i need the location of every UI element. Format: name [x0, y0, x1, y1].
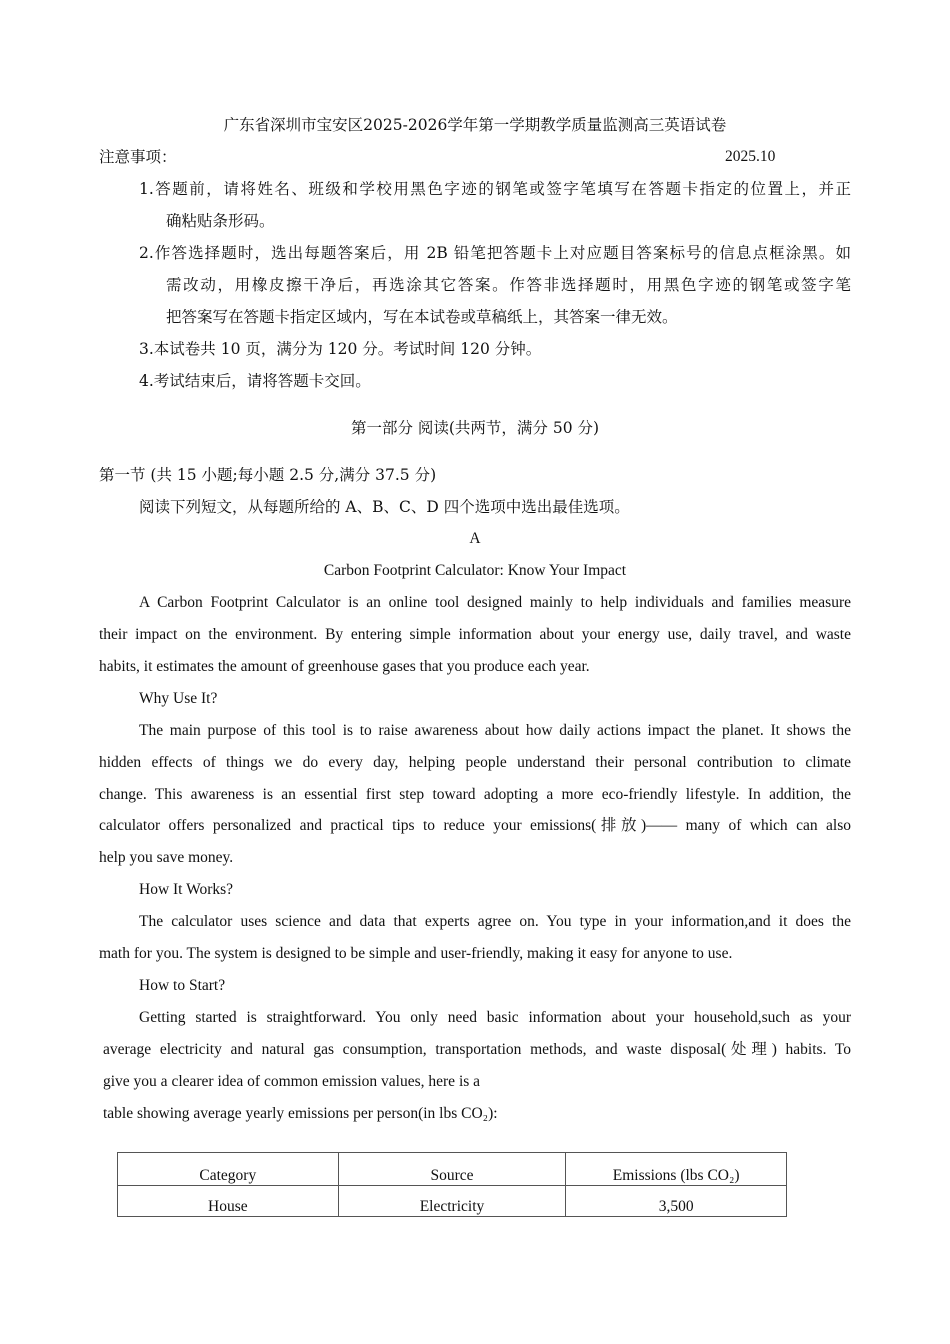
table-row: [118, 1186, 787, 1217]
notice-3: 3.本试卷共 10 页，满分为 120 分。考试时间 120 分钟。: [139, 340, 542, 358]
table-header-source: Source: [338, 1153, 566, 1186]
paragraph-4-line-4: table showing average yearly emissions per person(in lbs CO₂):: [103, 1105, 498, 1122]
passage-letter: A: [469, 530, 481, 547]
paragraph-2-line-3: change. This awareness is an essential first step toward adopting a more eco-friendly lifestyle. In addition, the: [99, 786, 851, 803]
paragraph-2-line-2: hidden effects of things we do every day, helping people understand their personal contribution to climate: [99, 754, 851, 771]
paragraph-2-line-5: help you save money.: [99, 849, 234, 866]
part-title: 第一部分 阅读(共两节，满分 50 分): [350, 419, 600, 437]
passage-title: Carbon Footprint Calculator: Know Your Impact: [323, 562, 627, 579]
notice-label: 注意事项：: [99, 148, 177, 166]
paragraph-2-line-4: calculator offers personalized and practical tips to reduce your emissions(排放)—— many of which can also: [99, 817, 851, 834]
paragraph-1-line-3: habits, it estimates the amount of greenhouse gases that you produce each year.: [99, 658, 590, 675]
section-title: 第一节 (共 15 小题;每小题 2.5 分,满分 37.5 分): [99, 466, 437, 484]
paragraph-1-line-1: A Carbon Footprint Calculator is an online tool designed mainly to help individuals and families measure: [139, 594, 851, 611]
exam-title: 广东省深圳市宝安区2025-2026学年第一学期教学质量监测高三英语试卷: [223, 116, 727, 134]
table-header-emissions: Emissions (lbs CO₂): [566, 1153, 787, 1186]
heading-why-use-it: Why Use It?: [139, 690, 218, 707]
paragraph-3-line-2: math for you. The system is designed to be simple and user-friendly, making it easy for anyone to use.: [99, 945, 733, 962]
notice-1-line-1: 1.答题前，请将姓名、班级和学校用黑色字迹的钢笔或签字笔填写在答题卡指定的位置上，并正: [139, 180, 851, 198]
exam-date: 2025.10: [725, 148, 776, 165]
notice-2-line-3: 把答案写在答题卡指定区域内，写在本试卷或草稿纸上，其答案一律无效。: [166, 308, 678, 326]
paragraph-4-line-1: Getting started is straightforward. You only need basic information about your household,such as your: [139, 1009, 851, 1026]
notice-4: 4.考试结束后，请将答题卡交回。: [139, 372, 371, 390]
table-cell-category: House: [118, 1186, 339, 1217]
notice-1-line-2: 确粘贴条形码。: [166, 212, 275, 230]
paragraph-1-line-2: their impact on the environment. By entering simple information about your energy use, daily travel, and waste: [99, 626, 851, 643]
paragraph-2-line-1: The main purpose of this tool is to raise awareness about how daily actions impact the planet. It shows the: [139, 722, 851, 739]
section-instruction: 阅读下列短文，从每题所给的 A、B、C、D 四个选项中选出最佳选项。: [139, 498, 630, 516]
heading-how-it-works: How It Works?: [139, 881, 234, 898]
paragraph-3-line-1: The calculator uses science and data that experts agree on. You type in your information,and it does the: [139, 913, 851, 930]
paragraph-4-line-2: average electricity and natural gas consumption, transportation methods, and waste disposal(处理) habits. To: [103, 1041, 851, 1058]
paragraph-4-line-3: give you a clearer idea of common emission values, here is a: [103, 1073, 481, 1090]
notice-2-line-1: 2.作答选择题时，选出每题答案后，用 2B 铅笔把答题卡上对应题目答案标号的信息点框涂黑。如: [139, 244, 851, 262]
emissions-table: [117, 1152, 787, 1217]
table-cell-source: Electricity: [338, 1186, 566, 1217]
table-header-row: [118, 1153, 787, 1186]
notice-2-line-2: 需改动，用橡皮擦干净后，再选涂其它答案。作答非选择题时，用黑色字迹的钢笔或签字笔: [166, 276, 851, 294]
table-cell-emissions: 3,500: [566, 1186, 787, 1217]
table-header-category: Category: [118, 1153, 339, 1186]
heading-how-to-start: How to Start?: [139, 977, 226, 994]
